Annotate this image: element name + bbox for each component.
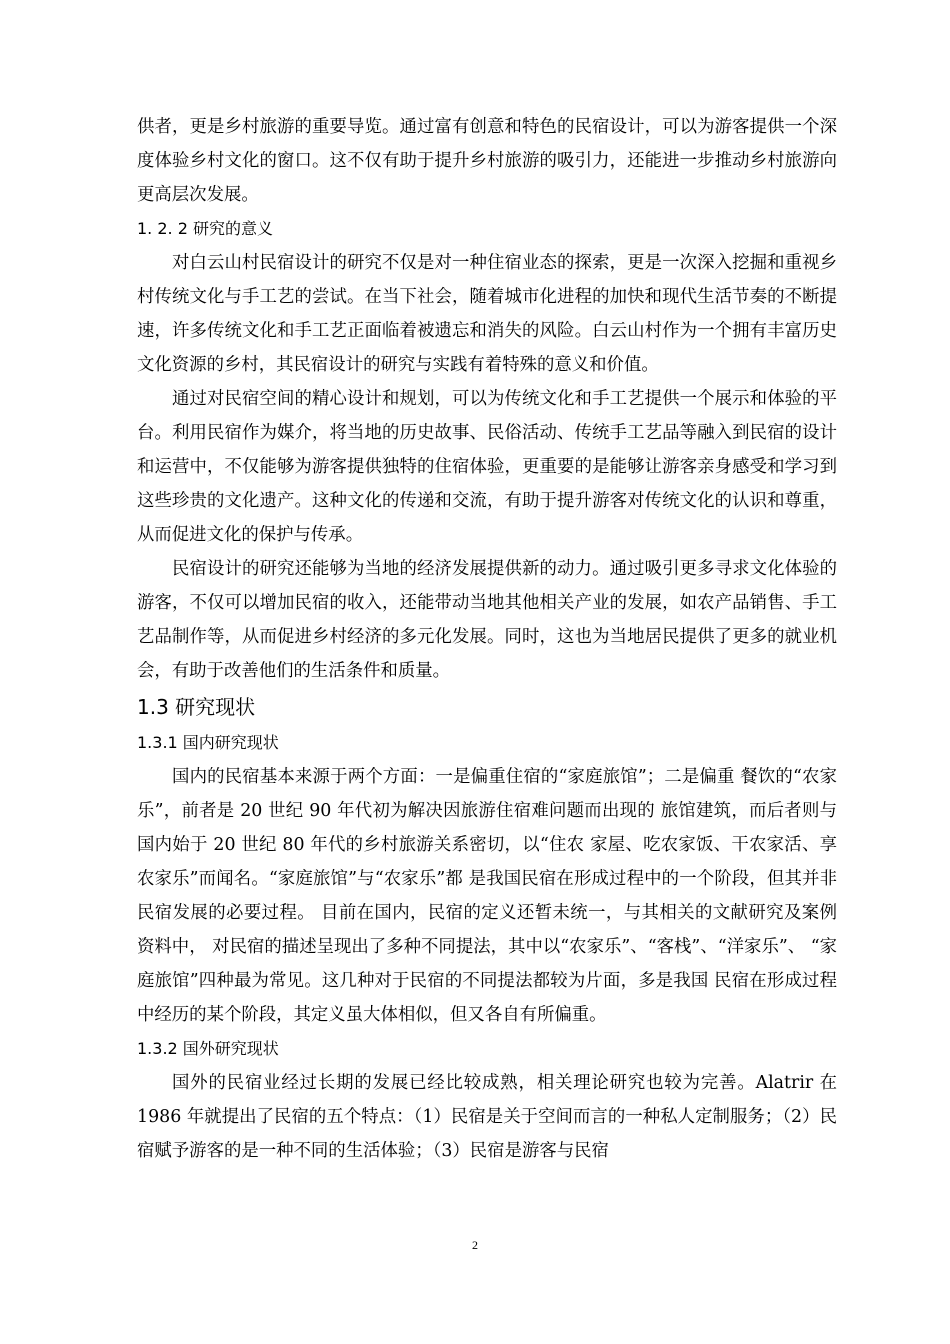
paragraph-domestic-research: 国内的民宿基本来源于两个方面：一是偏重住宿的“家庭旅馆”；二是偏重 餐饮的“农家乐”，前者是 20 世纪 90 年代初为解决因旅游住宿难问题而出现的 旅馆建筑，而后者则与国内始于 20 世纪 80 年代的乡村旅游关系密切，以“住农 家屋、吃农家饭、干农家活、享农家乐”而闻名。“家庭旅馆”与“农家乐”都 是我国民宿在形成过程中的一个阶段，但其并非民宿发展的必要过程。 目前在国内，民宿的定义还暂未统一，与其相关的文献研究及案例资料中， 对民宿的描述呈现出了多种不同提法，其中以“农家乐”、“客栈”、“洋家乐”、 “家庭旅馆”四种最为常见。这几种对于民宿的不同提法都较为片面，多是我国 民宿在形成过程中经历的某个阶段，其定义虽大体相似，但又各自有所偏重。: [137, 767, 837, 1025]
heading-1-3-1: 1.3.1 国内研究现状: [137, 733, 279, 752]
paragraph-significance-2: 通过对民宿空间的精心设计和规划，可以为传统文化和手工艺提供一个展示和体验的平台。利用民宿作为媒介，将当地的历史故事、民俗活动、传统手工艺品等融入到民宿的设计和运营中，不仅能够为游客提供独特的住宿体验，更重要的是能够让游客亲身感受和学习到这些珍贵的文化遗产。这种文化的传递和交流，有助于提升游客对传统文化的认识和尊重，从而促进文化的保护与传承。: [137, 389, 837, 545]
heading-1-3-2: 1.3.2 国外研究现状: [137, 1039, 279, 1058]
heading-1-2-2: 1. 2. 2 研究的意义: [137, 219, 273, 238]
heading-1-3: 1.3 研究现状: [137, 695, 256, 719]
paragraph-foreign-research: 国外的民宿业经过长期的发展已经比较成熟，相关理论研究也较为完善。Alatrir 在 1986 年就提出了民宿的五个特点：（1）民宿是关于空间而言的一种私人定制服务；（2）民宿赋予游客的是一种不同的生活体验；（3）民宿是游客与民宿: [137, 1073, 837, 1161]
page-number: 2: [472, 1238, 478, 1252]
paragraph-significance-1: 对白云山村民宿设计的研究不仅是对一种住宿业态的探索，更是一次深入挖掘和重视乡村传统文化与手工艺的尝试。在当下社会，随着城市化进程的加快和现代生活节奏的不断提速，许多传统文化和手工艺正面临着被遗忘和消失的风险。白云山村作为一个拥有丰富历史文化资源的乡村，其民宿设计的研究与实践有着特殊的意义和价值。: [137, 253, 837, 375]
paragraph-significance-3: 民宿设计的研究还能够为当地的经济发展提供新的动力。通过吸引更多寻求文化体验的游客，不仅可以增加民宿的收入，还能带动当地其他相关产业的发展，如农产品销售、手工艺品制作等，从而促进乡村经济的多元化发展。同时，这也为当地居民提供了更多的就业机会，有助于改善他们的生活条件和质量。: [137, 559, 837, 681]
page-body: [137, 110, 837, 1168]
paragraph-intro-continued: 供者，更是乡村旅游的重要导览。通过富有创意和特色的民宿设计，可以为游客提供一个深度体验乡村文化的窗口。这不仅有助于提升乡村旅游的吸引力，还能进一步推动乡村旅游向更高层次发展。: [137, 117, 837, 205]
